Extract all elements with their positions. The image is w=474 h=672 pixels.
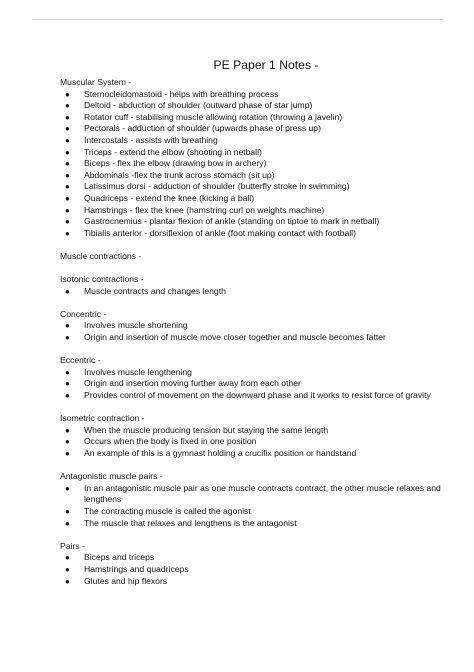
bullet-dot-icon: ● (65, 112, 70, 122)
document-sections (60, 77, 450, 587)
bullet-dot-icon: ● (65, 170, 70, 180)
list-item (60, 286, 450, 298)
section-heading: Isometric contraction - (60, 413, 145, 424)
list-item-text: Abdominals -flex the trunk across stomach (sit up) (84, 169, 275, 180)
list-item-text: Biceps and triceps (84, 552, 155, 563)
list-item (60, 135, 450, 147)
bullet-dot-icon: ● (65, 182, 70, 192)
list-item (60, 436, 450, 448)
bullet-dot-icon: ● (65, 147, 70, 157)
section-spacer (60, 529, 450, 541)
bullet-dot-icon: ● (65, 391, 70, 401)
list-item-text: Latissimus dorsi - adduction of shoulder (butterfly stroke in swimming) (84, 181, 350, 192)
list-item (60, 193, 450, 205)
list-item (60, 123, 450, 135)
section-heading: Muscular System - (60, 77, 132, 87)
bullet-list (60, 367, 450, 402)
list-item-text: Triceps - extend the elbow (shooting in netball) (84, 146, 262, 157)
bullet-dot-icon: ● (65, 89, 70, 99)
list-item (60, 367, 450, 379)
bullet-list (60, 425, 450, 460)
list-item-text: An example of this is a gymnast holding a crucifix position or handstand (84, 448, 357, 458)
section-heading: Isotonic contractions - (60, 274, 144, 285)
bullet-dot-icon: ● (65, 205, 70, 215)
list-item-text: Tibialis anterior - dorsiflexion of ankle (foot making contact with football) (84, 227, 356, 238)
bullet-dot-icon: ● (65, 425, 70, 435)
bullet-dot-icon: ● (65, 333, 70, 343)
list-item (60, 216, 450, 228)
list-item (60, 448, 450, 460)
bullet-dot-icon: ● (65, 553, 70, 563)
list-item-text: Origin and insertion moving further away from each other (84, 378, 301, 389)
list-item (60, 576, 450, 588)
document-page (60, 58, 450, 587)
list-item (60, 332, 450, 344)
section-7 (60, 541, 450, 587)
list-item-text: Hamstrings - flex the knee (hamstring curl on weights machine) (84, 204, 325, 215)
list-item (60, 100, 450, 112)
bullet-dot-icon: ● (65, 228, 70, 238)
section-heading: Antagonistic muscle pairs - (60, 471, 163, 482)
list-item (60, 170, 450, 182)
page-top-rule (32, 19, 442, 20)
bullet-dot-icon: ● (65, 379, 70, 389)
section-heading: Muscle contractions - (60, 250, 142, 261)
bullet-dot-icon: ● (65, 483, 70, 493)
section-heading: Concentric - (60, 308, 107, 319)
list-item (60, 89, 450, 101)
bullet-dot-icon: ● (65, 518, 70, 528)
list-item-text: In an antagonistic muscle pair as one muscle contracts contract, the other muscle relaxes and lengthens (84, 482, 441, 505)
bullet-dot-icon: ● (65, 506, 70, 516)
bullet-dot-icon: ● (65, 217, 70, 227)
document-title: PE Paper 1 Notes - (213, 58, 319, 72)
bullet-dot-icon: ● (65, 564, 70, 574)
bullet-list (60, 483, 450, 529)
section-spacer (60, 402, 450, 414)
list-item-text: Biceps - flex the elbow (drawing bow in archery) (84, 158, 267, 169)
section-2 (60, 274, 450, 297)
list-item (60, 506, 450, 518)
bullet-dot-icon: ● (65, 159, 70, 169)
bullet-dot-icon: ● (65, 286, 70, 296)
bullet-dot-icon: ● (65, 437, 70, 447)
list-item-text: Provides control of movement on the downward phase and it works to resist force of gravity (84, 390, 431, 401)
list-item-text: Gastrocnemius - plantar flexion of ankle (standing on tiptoe to mark in netball) (84, 216, 380, 227)
list-item (60, 228, 450, 240)
bullet-dot-icon: ● (65, 124, 70, 134)
list-item (60, 483, 450, 506)
list-item-text: Hamstrings and quadriceps (84, 563, 189, 574)
section-spacer (60, 297, 450, 309)
list-item-text: Intercostals - assists with breathing (84, 134, 218, 145)
section-6 (60, 471, 450, 529)
bullet-dot-icon: ● (65, 367, 70, 377)
list-item (60, 564, 450, 576)
bullet-list (60, 552, 450, 587)
list-item-text: When the muscle producing tension but staying the same length (84, 424, 329, 435)
list-item-text: Quadriceps - extend the knee (kicking a ball) (84, 192, 255, 203)
bullet-dot-icon: ● (65, 101, 70, 111)
list-item (60, 205, 450, 217)
section-heading: Pairs - (60, 540, 85, 551)
section-1 (60, 251, 450, 263)
list-item (60, 181, 450, 193)
bullet-dot-icon: ● (65, 321, 70, 331)
list-item-text: Occurs when the body is fixed in one position (84, 436, 257, 447)
bullet-list (60, 320, 450, 343)
section-spacer (60, 344, 450, 356)
list-item-text: Rotator cuff - stabilising muscle allowing rotation (throwing a javelin) (84, 111, 343, 122)
list-item-text: Glutes and hip flexors (84, 575, 168, 586)
list-item (60, 552, 450, 564)
list-item (60, 518, 450, 530)
list-item (60, 320, 450, 332)
list-item (60, 112, 450, 124)
section-3 (60, 309, 450, 344)
list-item-text: Origin and insertion of muscle move closer together and muscle becomes fatter (84, 332, 386, 343)
list-item-text: Muscle contracts and changes length (84, 285, 226, 296)
section-heading: Eccentric - (60, 355, 101, 366)
list-item-text: Sternocleidomastoid - helps with breathing process (84, 88, 279, 99)
section-spacer (60, 460, 450, 472)
list-item-text: Pectorals - adduction of shoulder (upwards phase of press up) (84, 123, 321, 134)
bullet-list (60, 286, 450, 298)
list-item-text: The muscle that relaxes and lengthens is the antagonist (84, 517, 297, 528)
list-item (60, 425, 450, 437)
list-item-text: The contracting muscle is called the agonist (84, 505, 251, 516)
bullet-dot-icon: ● (65, 193, 70, 203)
bullet-list (60, 89, 450, 240)
section-spacer (60, 239, 450, 251)
list-item (60, 390, 450, 402)
bullet-dot-icon: ● (65, 576, 70, 586)
bullet-dot-icon: ● (65, 449, 70, 458)
bullet-dot-icon: ● (65, 135, 70, 145)
list-item-text: Deltoid - abduction of shoulder (outward phase of star jump) (84, 100, 313, 111)
section-0 (60, 77, 450, 239)
list-item (60, 158, 450, 170)
section-4 (60, 355, 450, 401)
list-item (60, 378, 450, 390)
list-item (60, 147, 450, 159)
list-item-text: Involves muscle shortening (84, 320, 188, 331)
section-spacer (60, 263, 450, 275)
section-5 (60, 413, 450, 459)
list-item-text: Involves muscle lengthening (84, 366, 192, 377)
